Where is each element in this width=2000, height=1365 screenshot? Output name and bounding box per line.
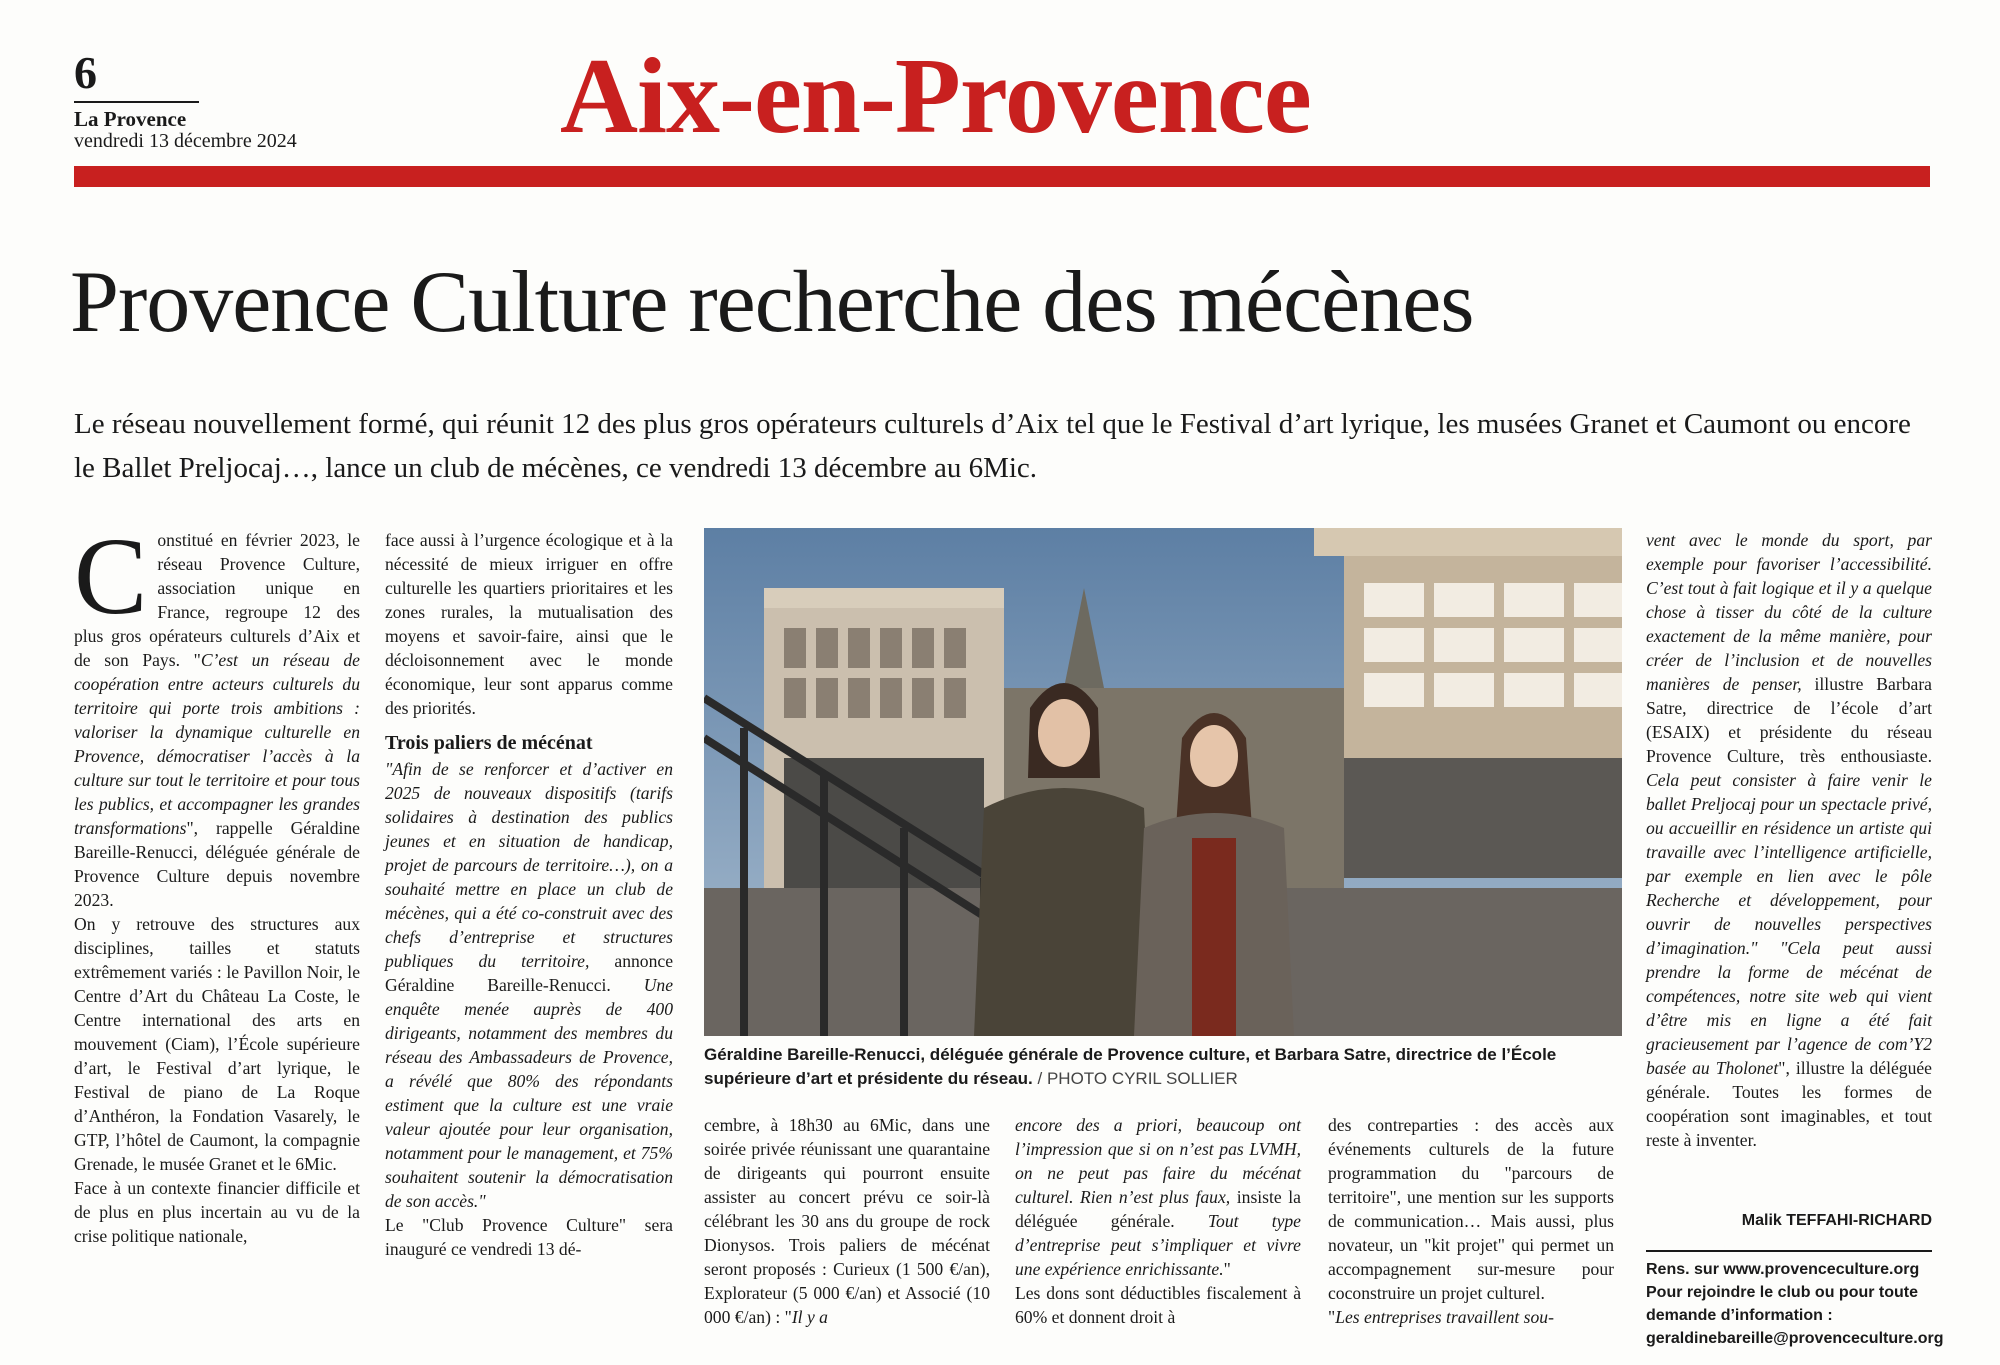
quote-text: encore des a priori, beaucoup ont l’impression que si on n’est pas LVMH, on ne peut pas faire du mécénat culturel. Rien n’est plus faux,: [1015, 1115, 1301, 1207]
article-column-6: [1646, 528, 1932, 1152]
quote-text: vent avec le monde du sport, par exemple pour favoriser l’accessibilité. C’est tout à fait logique et il y a quelque chose à tisser du côté de la culture exactement de la même manière, pour créer de l’inclusion et de nouvelles manières de penser,: [1646, 530, 1932, 694]
quote-text: "Afin de se renforcer et d’activer en 2025 de nouveaux dispositifs (tarifs solidaires à destination des publics jeunes et en situation de handicap, projet de parcours de territoire…), on a souhaité mettre en place un club de mécènes, qui a été co-construit avec des chefs d’entreprise et structures publiques du territoire,: [385, 759, 673, 971]
contact-info: Rens. sur www.provenceculture.org Pour rejoindre le club ou pour toute demande d’information : geraldinebareille@provenceculture.org: [1646, 1261, 1944, 1347]
text-run: annonce Géraldine Bareille-Renucci.: [385, 951, 673, 995]
paragraph: [1015, 1113, 1301, 1281]
article-column-2: [385, 528, 673, 1261]
article-column-5: [1328, 1113, 1614, 1329]
caption-text: Géraldine Bareille-Renucci, déléguée générale de Provence culture, et Barbara Satre, directrice de l’École supérieure d’art et présidente du réseau.: [704, 1045, 1557, 1088]
newspaper-name: La Provence: [74, 107, 187, 131]
page-number-rule: [74, 101, 199, 103]
article-headline: Provence Culture recherche des mécènes: [70, 254, 1474, 351]
paragraph: [704, 1113, 990, 1329]
quote-text: Cela peut consister à faire venir le ballet Preljocaj pour un spectacle privé, ou accueillir en résidence un artiste qui travaille avec l’intelligence artificielle, par exemple en lien avec le pôle Recherche et développement, pour ouvrir de nouvelles perspectives d’imagination." "Cela peut aussi prendre la forme de mécénat de compétences, notre site web qui vient d’être mis en ligne a été fait gracieusement par l’agence de com’Y2 basée au Tholonet: [1646, 770, 1932, 1078]
paragraph: Le "Club Provence Culture" sera inauguré ce vendredi 13 dé-: [385, 1215, 673, 1259]
text-run: ": [1328, 1307, 1336, 1327]
article-column-4: [1015, 1113, 1301, 1329]
paragraph: face aussi à l’urgence écologique et à la nécessité de mieux irriguer en offre culturelle les quartiers prioritaires et les zones rurales, la mutualisation des moyens et savoir-faire, ainsi que le décloisonnement avec le monde économique, leur sont apparus comme des priorités.: [385, 530, 673, 718]
paragraph: Les dons sont déductibles fiscalement à 60% et donnent droit à: [1015, 1283, 1301, 1327]
quote-text: Une enquête menée auprès de 400 dirigeants, notamment des membres du réseau des Ambassadeurs de Provence, a révélé que 80% des répondants estiment que la culture est une vraie valeur ajoutée pour leur organisation, notamment pour le management, et 75% souhaitent soutenir la démocratisation de son accès.": [385, 975, 673, 1211]
text-run: onstitué en février 2023, le réseau Provence Culture, association unique en France, regroupe 12 des plus gros opérateurs culturels d’Aix et de son Pays. ": [74, 530, 360, 670]
photo-credit: / PHOTO CYRIL SOLLIER: [1032, 1069, 1238, 1088]
section-rule: [74, 166, 1930, 187]
article-standfirst: Le réseau nouvellement formé, qui réunit 12 des plus gros opérateurs culturels d’Aix tel que le Festival d’art lyrique, les musées Granet et Caumont ou encore le Ballet Preljocaj…, lance un club de mécènes, ce vendredi 13 décembre au 6Mic.: [74, 408, 1911, 484]
info-rule: [1646, 1250, 1932, 1252]
paragraph: On y retrouve des structures aux disciplines, tailles et statuts extrêmement variés : le Pavillon Noir, le Centre d’Art du Château La Coste, le Centre international des arts en mouvement (Ciam), l’École supérieure d’art, le Festival d’art lyrique, le Festival de piano de La Roque d’Anthéron, la Fondation Vasarely, le GTP, l’hôtel de Caumont, la compagnie Grenade, le musée Granet et le 6Mic.: [74, 914, 360, 1174]
article-column-1: [74, 515, 360, 1248]
subheading: Trois paliers de mécénat: [385, 732, 593, 754]
paragraph: Face à un contexte financier difficile et de plus en plus incertain au vu de la crise politique nationale,: [74, 1178, 360, 1246]
text-run: ": [1223, 1259, 1231, 1279]
paragraph: des contreparties : des accès aux événements culturels de la future programmation du "parcours de territoire", une mention sur les supports de communication… Mais aussi, plus novateur, un "kit projet" qui permet un accompagnement sur-mesure pour coconstruire un projet culturel.: [1328, 1115, 1614, 1303]
photo-caption: [704, 1043, 1622, 1091]
text-run: insiste la déléguée générale.: [1015, 1187, 1301, 1231]
text-run: illustre Barbara Satre, directrice de l’école d’art (ESAIX) et présidente du réseau Provence Culture, très enthousiaste.: [1646, 674, 1932, 766]
quote-text: Les entreprises travaillent sou-: [1335, 1307, 1554, 1327]
quote-text: Tout type d’entreprise peut s’impliquer et vivre une expérience enrichissante.: [1015, 1211, 1301, 1279]
drop-cap: C: [74, 515, 148, 637]
quote-text: C’est un réseau de coopération entre acteurs culturels du territoire qui porte trois ambitions : valoriser la dynamique culturelle en Provence, démocratiser l’accès à la culture sur tout le territoire et pour tous les publics, et accompagner les grandes transformations: [74, 650, 360, 838]
publication-date: vendredi 13 décembre 2024: [74, 130, 297, 152]
section-title: Aix-en-Provence: [560, 37, 1311, 156]
text-run: ", rappelle Géraldine Bareille-Renucci, déléguée générale de Provence Culture depuis novembre 2023.: [74, 818, 360, 910]
author-signature: Malik TEFFAHI-RICHARD: [1741, 1212, 1932, 1229]
paragraph: [1646, 528, 1932, 1152]
text-run: ", illustre la déléguée générale. Toutes les formes de coopération sont imaginables, et tout reste à inventer.: [1646, 1058, 1932, 1150]
photo-illustration: [704, 528, 1622, 1036]
article-photo: [704, 528, 1622, 1036]
paragraph: [385, 757, 673, 1213]
page-number: 6: [74, 47, 97, 98]
article-column-3: [704, 1113, 990, 1329]
quote-text: Il y a: [791, 1307, 828, 1327]
paragraph: [1328, 1305, 1614, 1329]
paragraph: [74, 515, 360, 912]
text-run: cembre, à 18h30 au 6Mic, dans une soirée privée réunissant une quarantaine de dirigeants qui pourront ensuite assister au concert prévu ce soir-là célébrant les 30 ans du groupe de rock Dionysos. Trois paliers de mécénat seront proposés : Curieux (1 500 €/an), Explorateur (5 000 €/an) et Associé (10 000 €/an) : ": [704, 1115, 990, 1327]
